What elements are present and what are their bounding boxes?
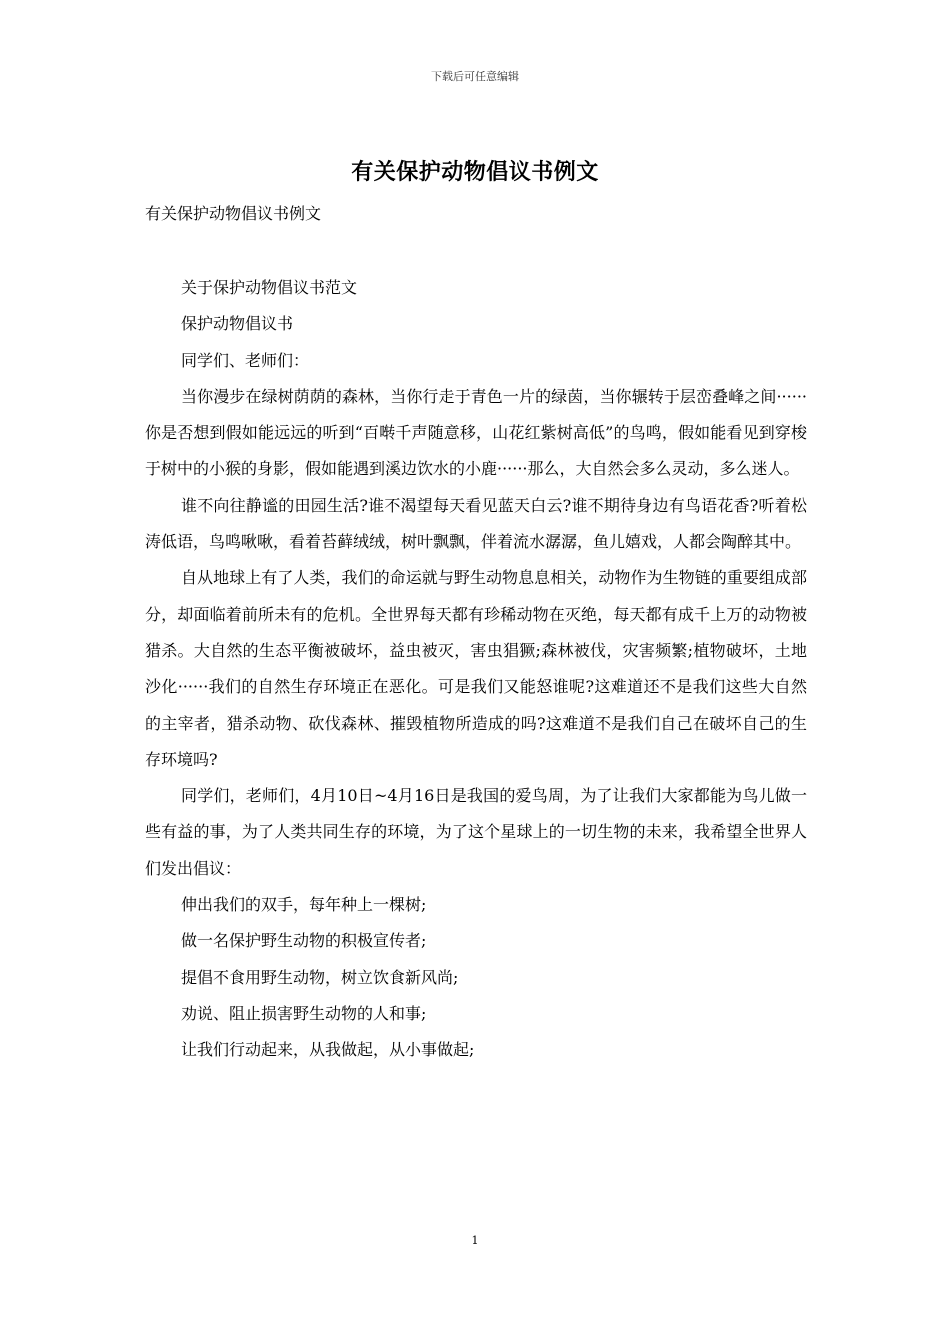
document-title: 有关保护动物倡议书例文	[351, 159, 599, 185]
paragraph: 提倡不食用野生动物，树立饮食新风尚;	[181, 967, 459, 987]
document-subtitle: 有关保护动物倡议书例文	[145, 204, 322, 223]
paragraph: 同学们、老师们：	[181, 350, 310, 370]
paragraph: 同学们，老师们，4月10日~4月16日是我国的爱鸟周，为了让我们大家都能为鸟儿做一些有益的事，为了人类共同生存的环境，为了这个星球上的一切生物的未来，我希望全世界人们发出倡议：	[145, 786, 807, 878]
document-body	[145, 270, 807, 1069]
paragraph: 自从地球上有了人类，我们的命运就与野生动物息息相关，动物作为生物链的重要组成部分，却面临着前所未有的危机。全世界每天都有珍稀动物在灭绝，每天都有成千上万的动物被猎杀。大自然的生态平衡被破坏，益虫被灭，害虫猖獗;森林被伐，灾害频繁;植物破坏，土地沙化······我们的自然生存环境正在恶化。可是我们又能怒谁呢?这难道还不是我们这些大自然的主宰者，猎杀动物、砍伐森林、摧毁植物所造成的吗?这难道不是我们自己在破坏自己的生存环境吗?	[145, 568, 807, 769]
page-number: 1	[471, 1234, 479, 1247]
paragraph: 做一名保护野生动物的积极宣传者;	[181, 931, 427, 951]
header-note: 下载后可任意编辑	[431, 70, 519, 83]
paragraph: 谁不向往静谧的田园生活?谁不渴望每天看见蓝天白云?谁不期待身边有鸟语花香?听着松涛低语，鸟鸣啾啾，看着苔藓绒绒，树叶飘飘，伴着流水潺潺，鱼儿嬉戏，人都会陶醉其中。	[145, 495, 807, 552]
paragraph: 保护动物倡议书	[181, 314, 294, 334]
paragraph: 当你漫步在绿树荫荫的森林，当你行走于青色一片的绿茵，当你辗转于层峦叠峰之间······你是否想到假如能远远的听到“百啭千声随意移，山花红紫树高低”的鸟鸣，假如能看见到穿梭于树中的小猴的身影，假如能遇到溪边饮水的小鹿······那么，大自然会多么灵动，多么迷人。	[145, 386, 807, 479]
paragraph: 劝说、阻止损害野生动物的人和事;	[181, 1003, 427, 1023]
paragraph: 伸出我们的双手，每年种上一棵树;	[181, 895, 427, 915]
paragraph: 关于保护动物倡议书范文	[181, 278, 358, 297]
paragraph: 让我们行动起来，从我做起，从小事做起;	[181, 1040, 475, 1060]
